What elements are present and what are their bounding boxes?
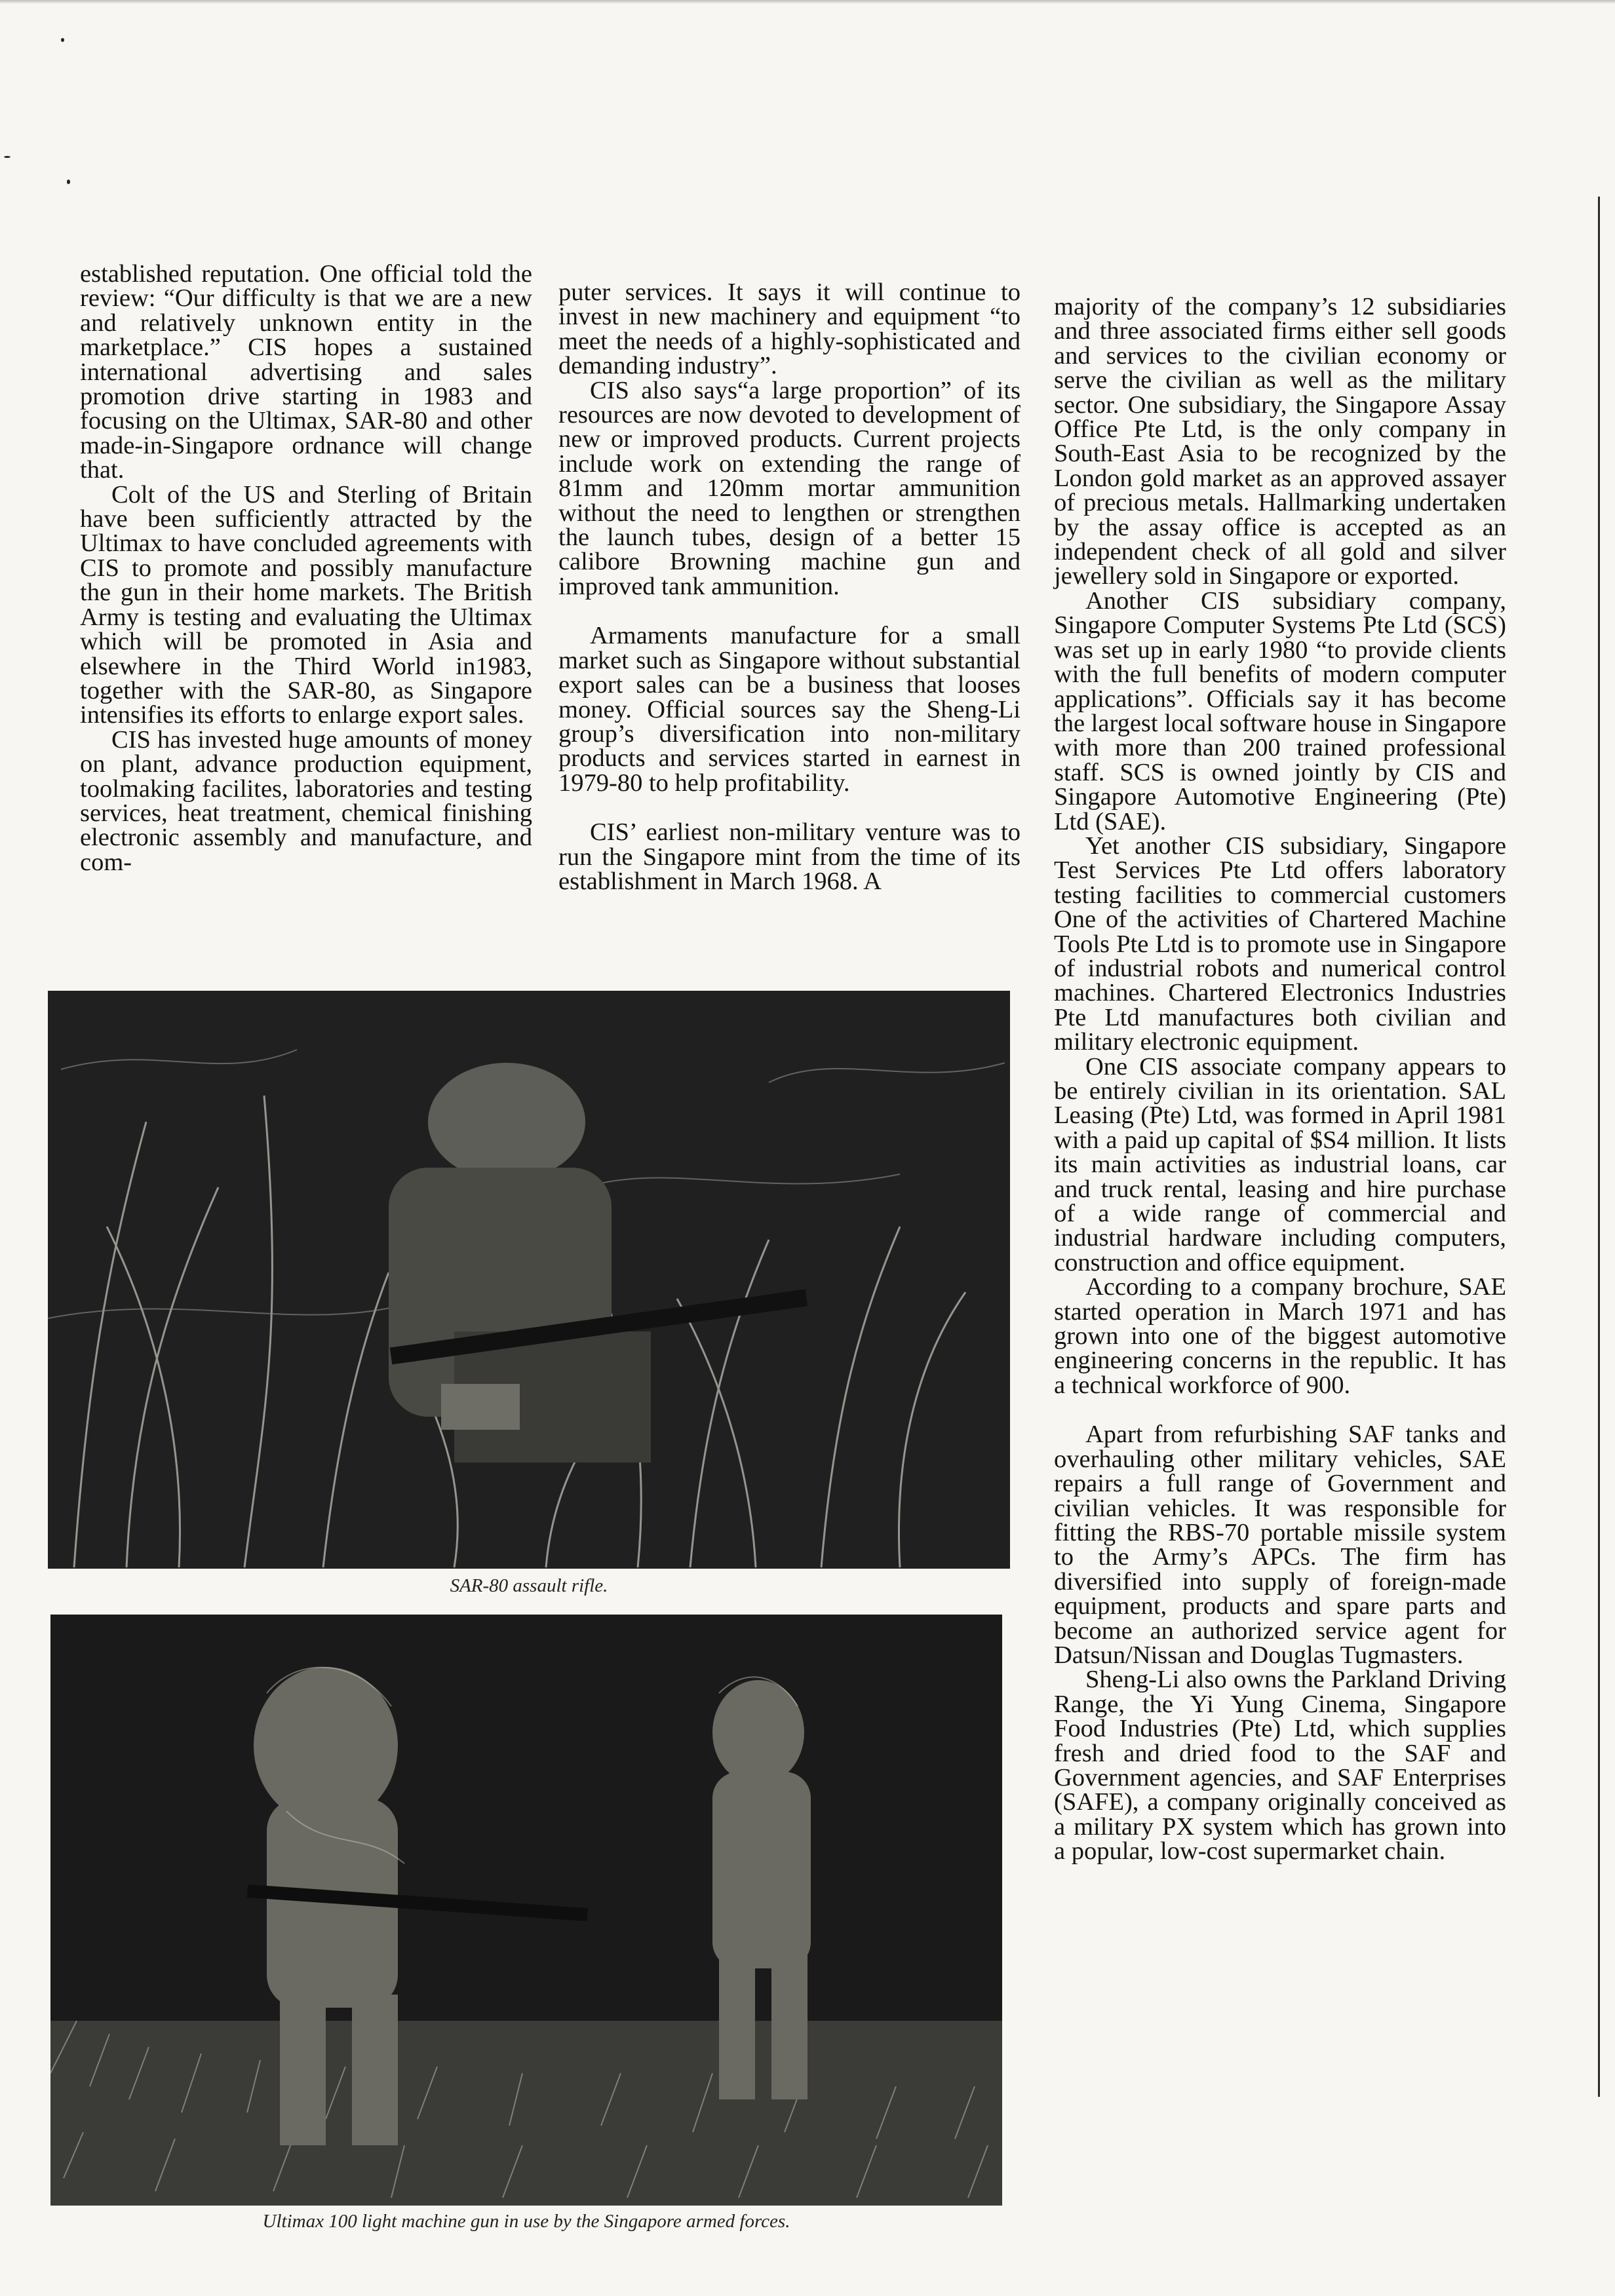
scan-speck [67, 180, 70, 184]
paragraph: Colt of the US and Sterling of Britain have been sufficiently attracted by the Ultimax to have concluded agreements with CIS to promote and possibly manufacture the gun in their home markets. The British Army is testing and evaluating the Ultimax which will be promoted in Asia and elsewhere in the Third World in1983, together with the SAR-80, as Singapore intensifies its efforts to enlarge export sales. [80, 480, 532, 729]
paragraph: According to a company brochure, SAE started operation in March 1971 and has grown into one of the biggest automotive engineering concerns in the republic. It has a technical workforce of 900. [1054, 1273, 1506, 1399]
paragraph: Sheng-Li also owns the Parkland Driving Range, the Yi Yung Cinema, Singapore Food Industries (Pte) Ltd, which supplies fresh and dried food to the SAF and Government agencies, and SAF Enterprises (SAFE), a company originally conceived as a military PX system which has grown into a popular, low-cost supermarket chain. [1054, 1666, 1506, 1866]
paragraph: One CIS associate company appears to be entirely civilian in its orientation. SAL Leasing (Pte) Ltd, was formed in April 1981 with a paid up capital of $S4 million. It lists its main activities as industrial loans, car and truck rental, leasing and hire purchase of a wide range of commercial and industrial hardware including computers, construction and office equipment. [1054, 1052, 1506, 1276]
article-column-1 [80, 262, 532, 875]
paragraph: CIS also says“a large proportion” of its resources are now devoted to development of new or improved products. Current projects include work on extending the range of 81mm and 120mm mortar ammunition without the need to lengthen or strengthen the launch tubes, design of a better 15 calibore Browning machine gun and improved tank ammunition. [558, 376, 1021, 600]
paragraph: Yet another CIS subsidiary, Singapore Test Services Pte Ltd offers laboratory testing facilities to commercial customers One of the activities of Chartered Machine Tools Pte Ltd is to promote use in Singapore of industrial robots and numerical control machines. Chartered Electronics Industries Pte Ltd manufactures both civilian and military electronic equipment. [1054, 832, 1506, 1056]
paragraph: Armaments manufacture for a small market such as Singapore without substantial export sales can be a business that looses money. Official sources say the Sheng-Li group’s diversification into non-military products and services started in earnest in 1979-80 to help profitability. [558, 622, 1021, 797]
article-column-3 [1054, 295, 1506, 1864]
scan-speck [61, 38, 64, 42]
paragraph: CIS has invested huge amounts of money on plant, advance production equipment, toolmaking facilites, laboratories and testing services, heat treatment, chemical finishing electronic assembly and manufacture, and com- [80, 725, 532, 876]
scan-edge [0, 0, 1615, 4]
photo-caption: SAR-80 assault rifle. [450, 1575, 608, 1596]
page-edge-rule [1598, 197, 1600, 2097]
article-column-2 [558, 280, 1021, 894]
paragraph: Apart from refurbishing SAF tanks and overhauling other military vehicles, SAE repairs a full range of Government and civilian vehicles. It was responsible for fitting the RBS-70 portable missile system to the Army’s APCs. The firm has diversified into supply of foreign-made equipment, products and spare parts and become an authorized service agent for Datsun/Nissan and Douglas Tugmasters. [1054, 1421, 1506, 1669]
photo-soldiers-with-machine-gun [50, 1615, 1002, 2206]
paragraph: CIS’ earliest non-military venture was to run the Singapore mint from the time of its establishment in March 1968. A [558, 818, 1021, 895]
paragraph: Another CIS subsidiary company, Singapore Computer Systems Pte Ltd (SCS) was set up in early 1980 “to provide clients with the full benefits of modern computer applications”. Officials say it has become the largest local software house in Singapore with more than 200 trained professional staff. SCS is owned jointly by CIS and Singapore Automotive Engineering (Pte) Ltd (SAE). [1054, 586, 1506, 835]
photo-caption: Ultimax 100 light machine gun in use by the Singapore armed forces. [262, 2211, 790, 2232]
paragraph: established reputation. One official told the review: “Our difficulty is that we are a new and relatively unknown entity in the marketplace.” CIS hopes a sustained international advertising and sales promotion drive starting in 1983 and focusing on the Ultimax, SAR-80 and other made-in-Singapore ordnance will change that. [80, 260, 532, 484]
paragraph: puter services. It says it will continue to invest in new machinery and equipment “to meet the needs of a highly-sophisticated and demanding industry”. [558, 278, 1021, 380]
photo-soldier-with-rifle [48, 991, 1010, 1569]
paragraph: majority of the company’s 12 subsidiaries and three associated firms either sell goods and services to the civilian economy or serve the civilian as well as the military sector. One subsidiary, the Singapore Assay Office Pte Ltd, is the only company in South-East Asia to be recognized by the London gold market as an approved assayer of precious metals. Hallmarking undertaken by the assay office is accepted as an independent check of all gold and silver jewellery sold in Singapore or exported. [1054, 293, 1506, 590]
scan-speck [4, 156, 10, 158]
